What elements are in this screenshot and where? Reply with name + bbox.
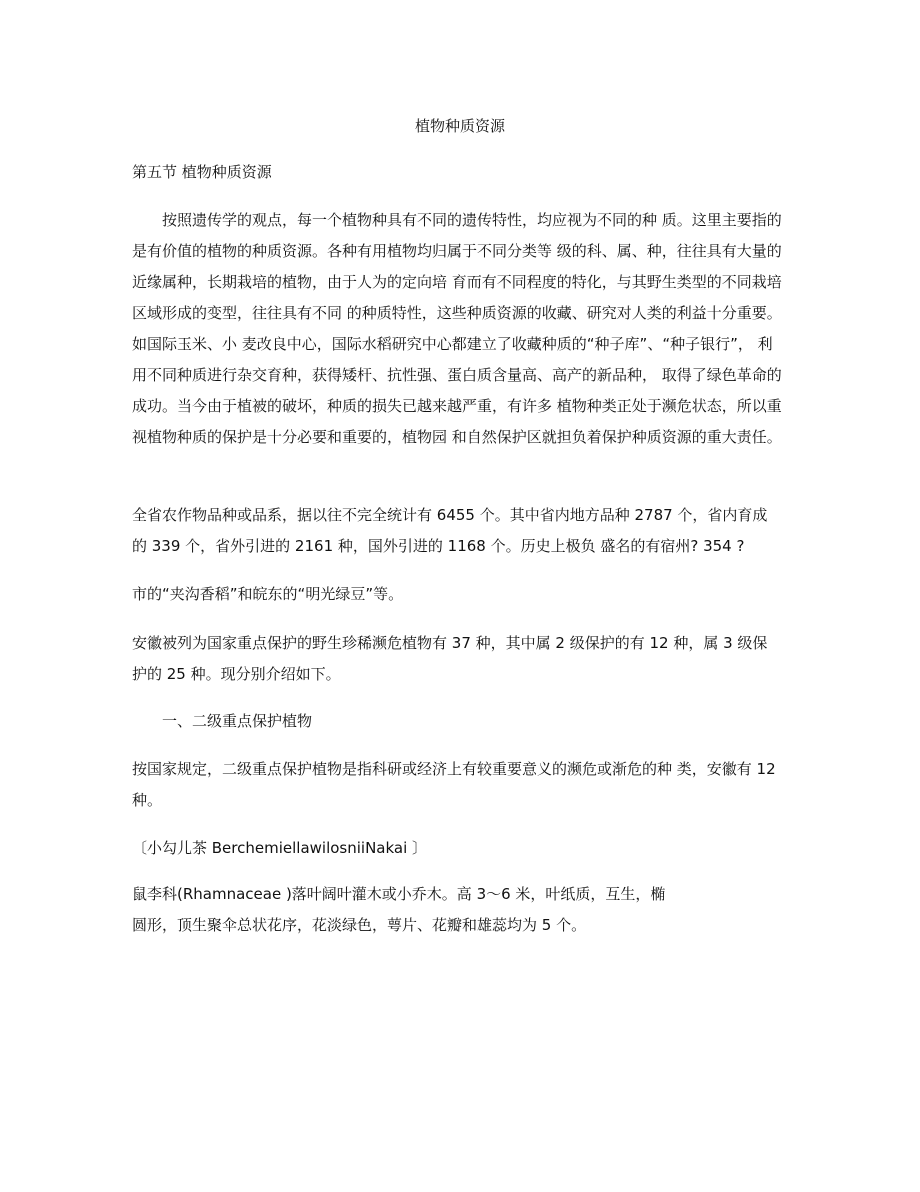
paragraph-stats-continued: 市的“夹沟香稻”和皖东的“明光绿豆”等。 bbox=[132, 585, 404, 603]
species-heading: 〔小勾儿茶 BerchemiellawilosniiNakai 〕 bbox=[132, 839, 428, 857]
document-title: 植物种质资源 bbox=[414, 117, 505, 135]
species-description-line-2: 圆形，顶生聚伞总状花序，花淡绿色，萼片、花瓣和雄蕊均为 5 个。 bbox=[132, 916, 587, 934]
section-heading: 第五节 植物种质资源 bbox=[132, 163, 272, 181]
paragraph-protected-species: 安徽被列为国家重点保护的野生珍稀濒危植物有 37 种，其中属 2 级保护的有 12 种，属 3 级保护的 25 种。现分别介绍如下。 bbox=[132, 634, 768, 683]
paragraph-stats: 全省农作物品种或品系，据以往不完全统计有 6455 个。其中省内地方品种 2787 个，省内育成的 339 个，省外引进的 2161 种，国外引进的 1168 个。历史上极负 盛名的有宿州? 354 ? bbox=[132, 506, 768, 555]
paragraph-level2: 按国家规定，二级重点保护植物是指科研或经济上有较重要意义的濒危或渐危的种 类，安徽有 12 种。 bbox=[132, 760, 776, 809]
paragraph-intro: 按照遗传学的观点，每一个植物种具有不同的遗传特性，均应视为不同的种 质。这里主要指的是有价值的植物的种质资源。各种有用植物均归属于不同分类等 级的科、属、种，往往具有大量的近缘属种，长期栽培的植物，由于人为的定向培 育而有不同程度的特化，与其野生类型的不同栽培区域形成的变型，往往具有不同 的种质特性，这些种质资源的收藏、研究对人类的利益十分重要。如国际玉米、小 麦改良中心，国际水稻研究中心都建立了收藏种质的“种子库”、“种子银行”， 利用不同种质进行杂交育种，获得矮杆、抗性强、蛋白质含量高、高产的新品种， 取得了绿色革命的成功。当今由于植被的破坏，种质的损失已越来越严重，有许多 植物种类正处于濒危状态，所以重视植物种质的保护是十分必要和重要的，植物园 和自然保护区就担负着保护种质资源的重大责任。 bbox=[132, 211, 782, 446]
species-description-line-1: 鼠李科(Rhamnaceae )落叶阔叶灌木或小乔木。高 3〜6 米，叶纸质，互生，椭 bbox=[132, 885, 666, 903]
subheading-level2: 一、二级重点保护植物 bbox=[162, 712, 313, 730]
